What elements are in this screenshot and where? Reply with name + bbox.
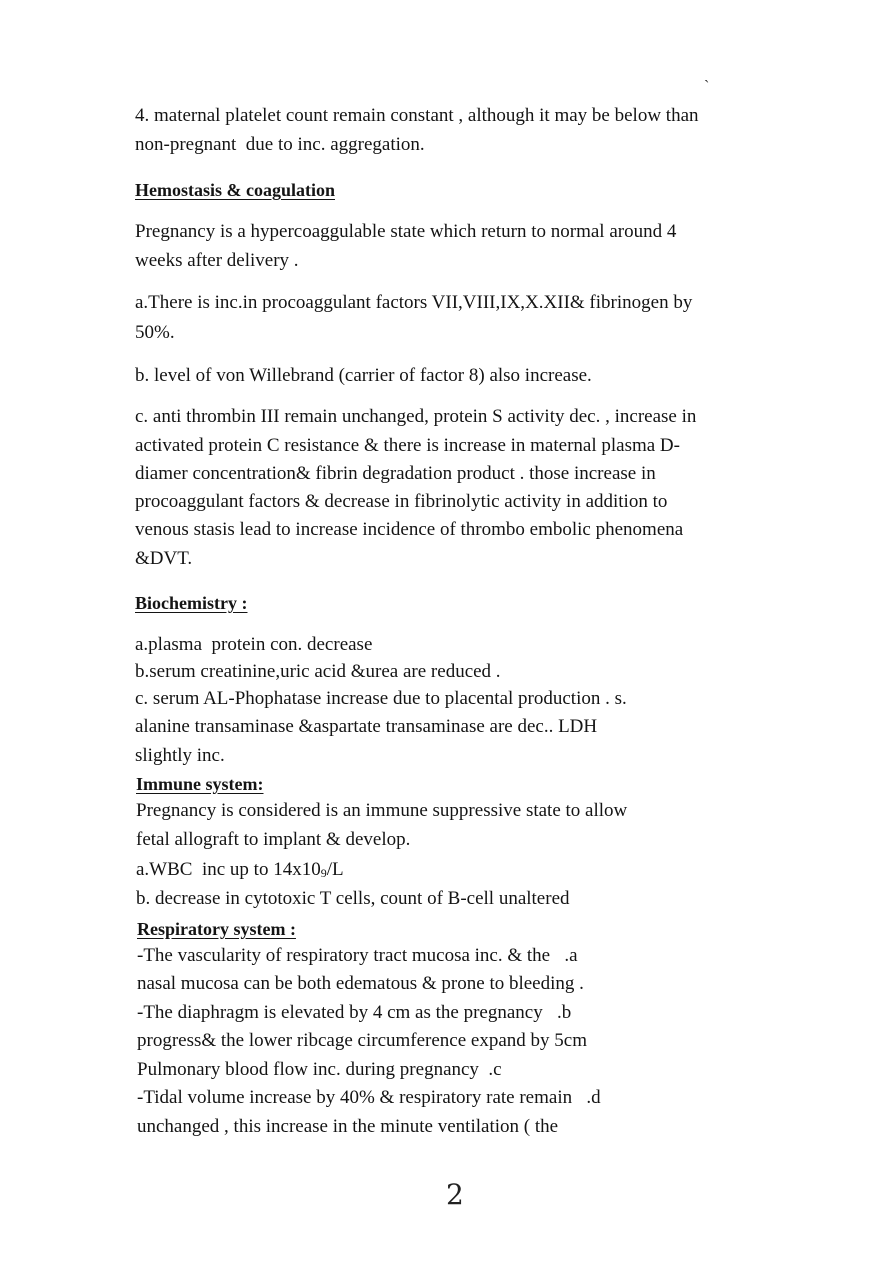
- text-line: Pulmonary blood flow inc. during pregnancy .c: [137, 1059, 502, 1080]
- text-line: a.There is inc.in procoaggulant factors VII,VIII,IX,X.XII& fibrinogen by: [135, 292, 693, 313]
- text-line: alanine transaminase &aspartate transaminase are dec.. LDH: [135, 716, 598, 737]
- text-line: b.serum creatinine,uric acid &urea are reduced .: [135, 661, 501, 682]
- text-line: c. anti thrombin III remain unchanged, protein S activity dec. , increase in: [135, 406, 697, 427]
- text-line: b. level of von Willebrand (carrier of factor 8) also increase.: [135, 365, 592, 386]
- text-line: Pregnancy is considered is an immune suppressive state to allow: [136, 800, 628, 821]
- section-heading-biochemistry: Biochemistry :: [135, 593, 248, 613]
- text-line: nasal mucosa can be both edematous & prone to bleeding .: [137, 973, 584, 994]
- text-line: venous stasis lead to increase incidence of thrombo embolic phenomena: [135, 519, 684, 540]
- text-line: activated protein C resistance & there is increase in maternal plasma D-: [135, 435, 680, 456]
- text-line: non-pregnant due to inc. aggregation.: [135, 134, 425, 155]
- text-line: a.plasma protein con. decrease: [135, 634, 373, 655]
- text-line: -Tidal volume increase by 40% & respiratory rate remain .d: [137, 1087, 601, 1108]
- text-line: 50%.: [135, 322, 175, 343]
- text-line: weeks after delivery .: [135, 250, 299, 271]
- text-line: b. decrease in cytotoxic T cells, count of B-cell unaltered: [136, 888, 570, 909]
- text-line: slightly inc.: [135, 745, 225, 766]
- text-line: 4. maternal platelet count remain constant , although it may be below than: [135, 105, 699, 126]
- section-heading-immune: Immune system:: [136, 774, 264, 794]
- text-line: procoaggulant factors & decrease in fibrinolytic activity in addition to: [135, 491, 668, 512]
- text-line: -The diaphragm is elevated by 4 cm as the pregnancy .b: [137, 1002, 572, 1023]
- text-line: diamer concentration& fibrin degradation product . those increase in: [135, 463, 656, 484]
- page-number: 2: [446, 1178, 464, 1211]
- text-line: progress& the lower ribcage circumference expand by 5cm: [137, 1030, 587, 1051]
- text-line: Pregnancy is a hypercoaggulable state which return to normal around 4: [135, 221, 677, 242]
- section-heading-hemostasis: Hemostasis & coagulation: [135, 180, 335, 200]
- stray-mark: `: [704, 78, 710, 95]
- text-line: &DVT.: [135, 548, 193, 569]
- text-line: -The vascularity of respiratory tract mucosa inc. & the .a: [137, 945, 578, 966]
- text-line: fetal allograft to implant & develop.: [136, 829, 411, 850]
- section-heading-respiratory: Respiratory system :: [137, 919, 296, 939]
- text-line-wbc: a.WBC inc up to $14x10_9/L$: [136, 859, 344, 880]
- text-line: c. serum AL-Phophatase increase due to placental production . s.: [135, 688, 627, 709]
- text-line: unchanged , this increase in the minute ventilation ( the: [137, 1116, 559, 1137]
